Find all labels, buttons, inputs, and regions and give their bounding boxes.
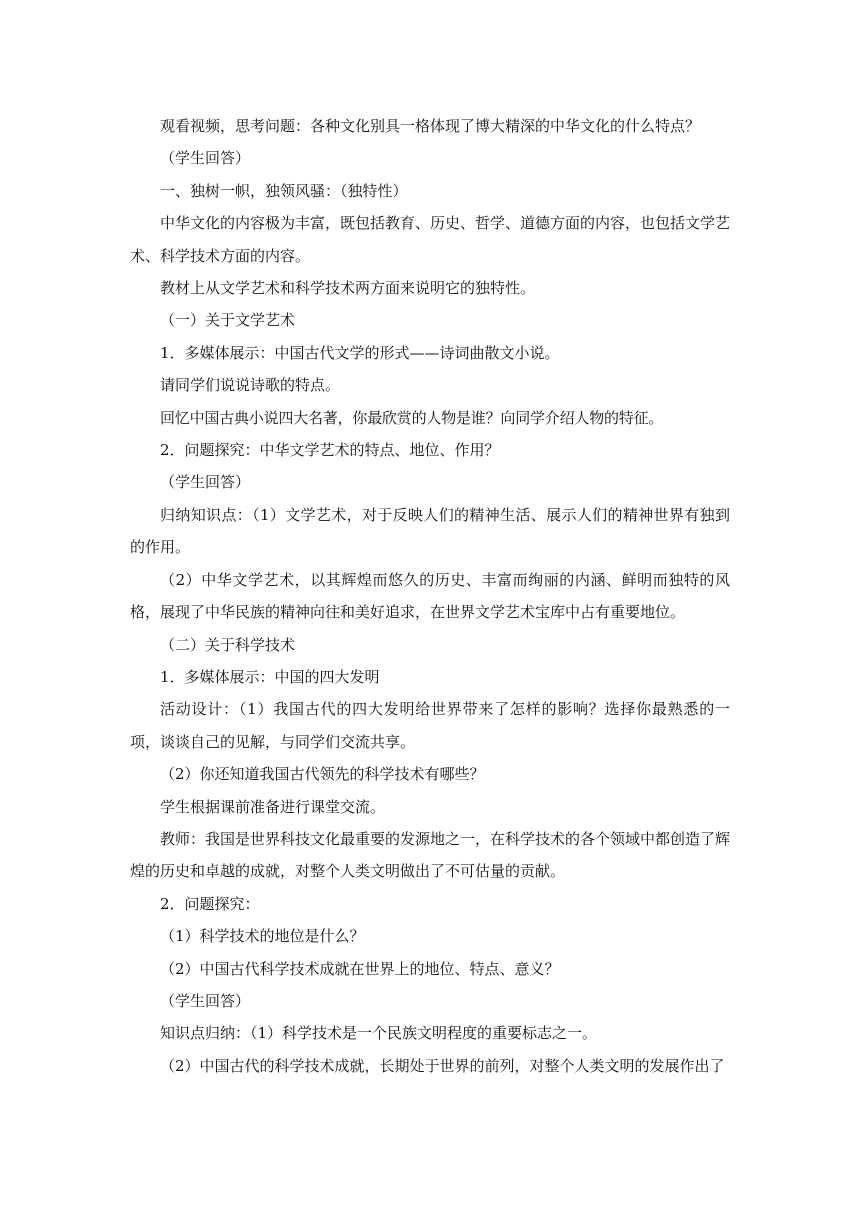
paragraph-summary-literature-1: 归纳知识点：（1）文学艺术，对于反映人们的精神生活、展示人们的精神世界有独到的作用。 xyxy=(130,505,730,557)
paragraph-multimedia-inventions: 1．多媒体展示：中国的四大发明 xyxy=(160,667,380,686)
paragraph-summary-science-1: 知识点归纳：（1）科学技术是一个民族文明程度的重要标志之一。 xyxy=(160,1024,598,1043)
subheading-literature-art: （一）关于文学艺术 xyxy=(160,311,296,330)
paragraph-student-answer: （学生回答） xyxy=(160,149,251,168)
paragraph-ancient-science-question: （2）中国古代科学技术成就在世界上的地位、特点、意义？ xyxy=(160,959,560,978)
paragraph-student-answer-2: （学生回答） xyxy=(160,473,251,492)
paragraph-summary-science-2: （2）中国古代的科学技术成就，长期处于世界的前列，对整个人类文明的发展作出了 xyxy=(160,1056,725,1075)
paragraph-science-status-question: （1）科学技术的地位是什么？ xyxy=(160,927,365,946)
paragraph-content-rich: 中华文化的内容极为丰富，既包括教育、历史、哲学、道德方面的内容，也包括文学艺术、科学技术方面的内容。 xyxy=(130,214,731,265)
paragraph-multimedia-literature: 1．多媒体展示：中国古代文学的形式——诗词曲散文小说。 xyxy=(160,343,560,362)
paragraph-student-answer-3: （学生回答） xyxy=(160,991,251,1010)
paragraph-teacher-remark: 教师：我国是世界科技文化最重要的发源地之一，在科学技术的各个领域中都创造了辉煌的历史和卓越的成就，对整个人类文明做出了不可估量的贡献。 xyxy=(130,829,731,881)
document-body xyxy=(130,110,730,1082)
subheading-science-technology: （二）关于科学技术 xyxy=(160,635,296,654)
paragraph-four-novels: 回忆中国古典小说四大名著，你最欣赏的人物是谁？向同学介绍人物的特征。 xyxy=(160,408,664,427)
paragraph-activity-design: 活动设计：（1）我国古代的四大发明给世界带来了怎样的影响？选择你最熟悉的一项，谈谈自己的见解，与同学们交流共享。 xyxy=(130,700,730,751)
paragraph-problem-inquiry-science: 2．问题探究： xyxy=(160,894,260,913)
paragraph-class-exchange: 学生根据课前准备进行课堂交流。 xyxy=(160,797,386,816)
paragraph-problem-inquiry-literature: 2．问题探究：中华文学艺术的特点、地位、作用？ xyxy=(160,441,500,460)
paragraph-textbook-explain: 教材上从文学艺术和科学技术两方面来说明它的独特性。 xyxy=(160,279,536,298)
paragraph-summary-literature-2: （2）中华文学艺术，以其辉煌而悠久的历史、丰富而绚丽的内涵、鲜明而独特的风格，展现了中华民族的精神向往和美好追求，在世界文学艺术宝库中占有重要地位。 xyxy=(130,570,730,622)
section-heading-uniqueness: 一、独树一帜，独领风骚：（独特性） xyxy=(160,181,408,200)
paragraph-video-question: 观看视频，思考问题：各种文化别具一格体现了博大精深的中华文化的什么特点？ xyxy=(160,117,701,135)
paragraph-poetry-question: 请同学们说说诗歌的特点。 xyxy=(160,376,341,395)
paragraph-other-technology: （2）你还知道我国古代领先的科学技术有哪些？ xyxy=(160,765,485,784)
